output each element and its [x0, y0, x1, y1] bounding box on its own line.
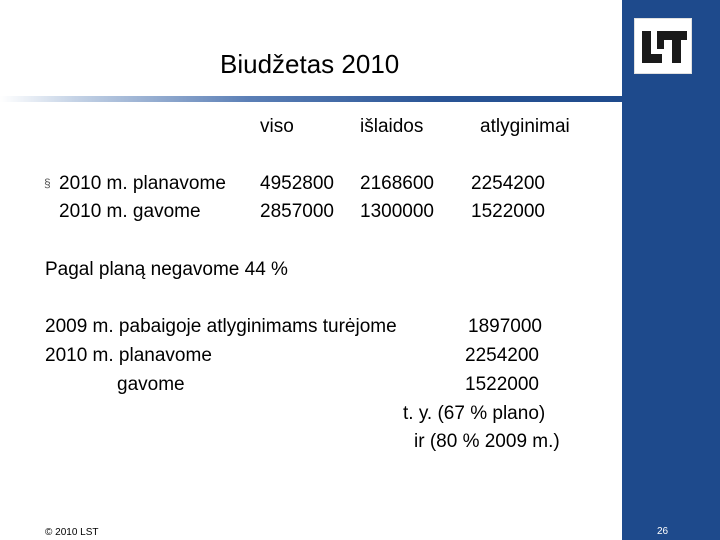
salary-note-2009: ir (80 % 2009 m.): [414, 431, 560, 452]
row-planned-atlyginimai: 2254200: [471, 173, 545, 194]
lst-logo-icon: [635, 19, 693, 75]
title-underline-bar: [0, 96, 622, 102]
salary-row1-value: 1897000: [468, 316, 542, 337]
page-number: 26: [657, 526, 669, 537]
row-planned-islaidos: 2168600: [360, 173, 434, 194]
row-received-viso: 2857000: [260, 201, 334, 222]
salary-row2-value: 2254200: [465, 345, 539, 366]
summary-text: Pagal planą negavome 44 %: [45, 259, 288, 280]
row-label-received: 2010 m. gavome: [59, 201, 201, 222]
row-planned-viso: 4952800: [260, 173, 334, 194]
right-sidebar: [622, 0, 720, 540]
header-viso: viso: [260, 116, 294, 137]
header-islaidos: išlaidos: [360, 116, 424, 137]
salary-row2-label: 2010 m. planavome: [45, 345, 212, 366]
salary-row3-value: 1522000: [465, 374, 539, 395]
salary-note-plan: t. y. (67 % plano): [403, 403, 546, 424]
footer-copyright: © 2010 LST: [45, 527, 99, 538]
salary-row1-label: 2009 m. pabaigoje atlyginimams turėjome: [45, 316, 397, 337]
page-title: Biudžetas 2010: [220, 49, 400, 79]
row-label-planned: 2010 m. planavome: [59, 173, 226, 194]
salary-row3-label: gavome: [117, 374, 185, 395]
row-received-islaidos: 1300000: [360, 201, 434, 222]
header-atlyginimai: atlyginimai: [480, 116, 570, 137]
lst-logo: [634, 18, 692, 74]
row-received-atlyginimai: 1522000: [471, 201, 545, 222]
bullet-icon: §: [44, 176, 51, 190]
